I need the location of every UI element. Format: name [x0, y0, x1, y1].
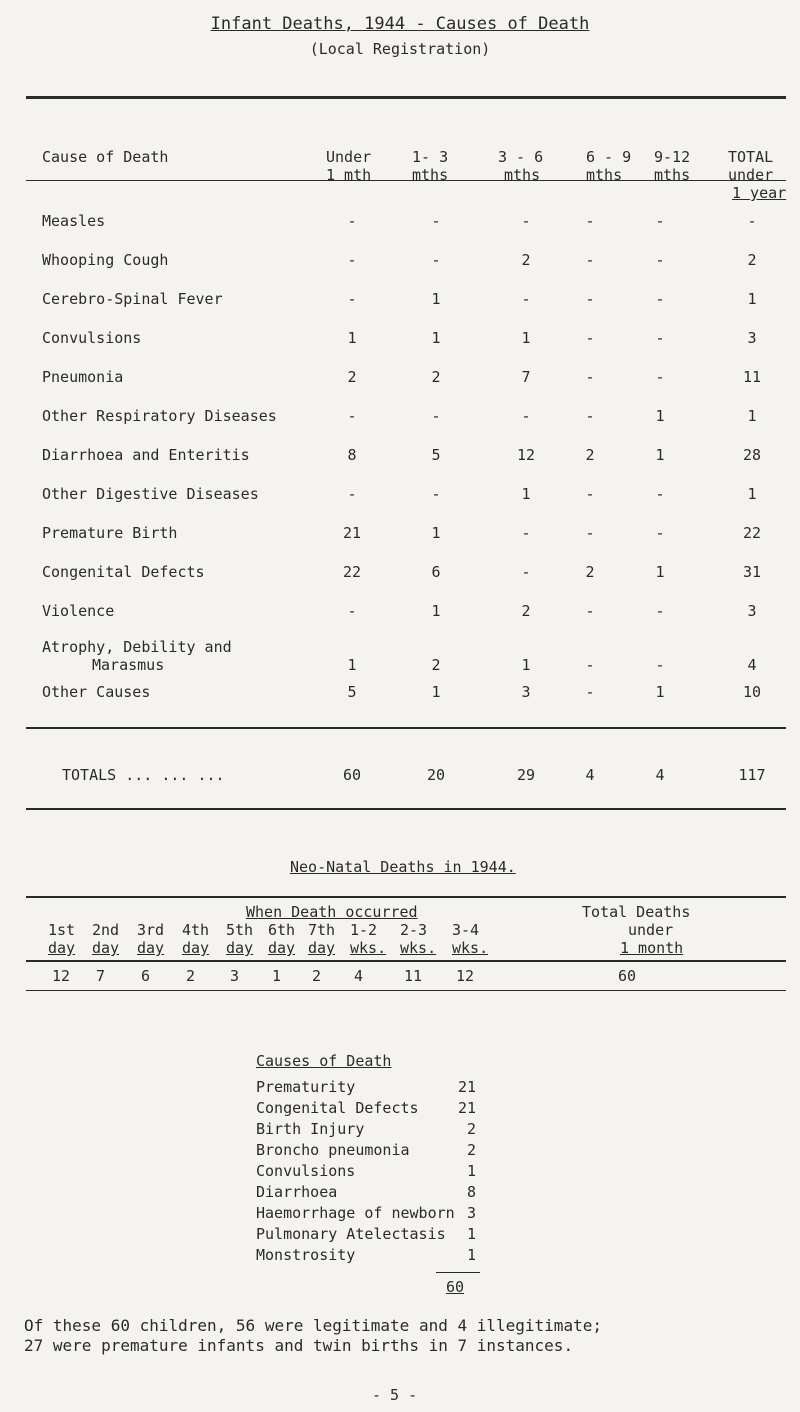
header-cause: Cause of Death [42, 148, 169, 166]
total-cell: 4 [585, 766, 595, 784]
row-cause-label: Atrophy, Debility and [42, 638, 232, 656]
row-cause-label: Other Digestive Diseases [42, 485, 259, 503]
totals-bottom-rule [26, 808, 786, 810]
table-cell: 6 [431, 563, 441, 581]
table-cell: 3 [521, 683, 531, 701]
table-cell: 3 [747, 329, 757, 347]
table-cell: - [655, 602, 665, 620]
neonatal-period-label: 3rd [137, 921, 165, 939]
neonatal-total-header-l1: Total Deaths [582, 903, 691, 921]
cause-label: Monstrosity [256, 1246, 356, 1264]
table-cell: - [655, 656, 665, 674]
table-cell: - [655, 368, 665, 386]
header-3-6-l2: mths [504, 166, 541, 184]
table-cell: - [585, 329, 595, 347]
table-cell: 1 [747, 407, 757, 425]
causes-total: 60 [446, 1278, 465, 1296]
table-cell: - [585, 683, 595, 701]
header-3-6-l1: 3 - 6 [498, 148, 544, 166]
row-cause-label: Cerebro-Spinal Fever [42, 290, 223, 308]
cause-value: 21 [457, 1099, 476, 1117]
row-cause-label: Other Respiratory Diseases [42, 407, 277, 425]
header-under1-l1: Under [326, 148, 372, 166]
neonatal-period-unit: day [268, 939, 296, 957]
row-cause-label: Congenital Defects [42, 563, 205, 581]
table-cell: 2 [431, 368, 441, 386]
neonatal-period-unit: wks. [400, 939, 437, 957]
header-9-12-l2: mths [654, 166, 691, 184]
cause-value: 1 [466, 1162, 476, 1180]
neonatal-value: 12 [52, 967, 71, 985]
table-cell: 1 [521, 485, 531, 503]
table-cell: 2 [521, 602, 531, 620]
neonatal-top-rule [26, 896, 786, 898]
neonatal-period-label: 4th [182, 921, 210, 939]
table-cell: - [585, 251, 595, 269]
neonatal-value: 2 [312, 967, 322, 985]
row-cause-label: Measles [42, 212, 106, 230]
neonatal-period-unit: day [137, 939, 165, 957]
neonatal-value: 2 [186, 967, 196, 985]
table-cell: 1 [655, 446, 665, 464]
table-cell: - [347, 251, 357, 269]
table-cell: - [347, 212, 357, 230]
table-cell: 7 [521, 368, 531, 386]
table-cell: 1 [347, 329, 357, 347]
footnote-line-2: 27 were premature infants and twin births in 7 instances. [24, 1336, 574, 1355]
cause-value: 2 [466, 1120, 476, 1138]
table-cell: - [585, 485, 595, 503]
table-cell: - [585, 290, 595, 308]
table-cell: - [347, 602, 357, 620]
table-cell: 2 [585, 563, 595, 581]
page-subtitle: (Local Registration) [309, 40, 491, 58]
table-cell: 1 [655, 683, 665, 701]
table-cell: 2 [347, 368, 357, 386]
neonatal-period-unit: wks. [350, 939, 387, 957]
table-cell: 2 [521, 251, 531, 269]
neonatal-period-label: 5th [226, 921, 254, 939]
table-cell: 22 [742, 524, 762, 542]
table-cell: - [347, 485, 357, 503]
table-cell: - [585, 212, 595, 230]
table-cell: - [655, 485, 665, 503]
table-cell: - [431, 407, 441, 425]
table-cell: 1 [431, 290, 441, 308]
neonatal-header-rule [26, 960, 786, 962]
neonatal-period-unit: day [92, 939, 120, 957]
cause-label: Diarrhoea [256, 1183, 338, 1201]
table-cell: 11 [742, 368, 762, 386]
table-cell: 10 [742, 683, 762, 701]
table-cell: 1 [521, 329, 531, 347]
table-cell: 21 [342, 524, 362, 542]
table-top-rule [26, 96, 786, 99]
table-cell: - [747, 212, 757, 230]
neonatal-value: 1 [272, 967, 282, 985]
row-cause-label: Diarrhoea and Enteritis [42, 446, 250, 464]
header-1-3-l2: mths [412, 166, 449, 184]
total-cell: 117 [738, 766, 766, 784]
neonatal-total-value: 60 [618, 967, 637, 985]
neonatal-value: 7 [96, 967, 106, 985]
neonatal-bottom-rule [26, 990, 786, 991]
neonatal-total-header-l2: under [628, 921, 674, 939]
table-cell: 1 [431, 329, 441, 347]
row-cause-label: Premature Birth [42, 524, 178, 542]
cause-value: 8 [466, 1183, 476, 1201]
totals-top-rule [26, 727, 786, 729]
table-cell: 3 [747, 602, 757, 620]
table-cell: 1 [521, 656, 531, 674]
neonatal-value: 11 [404, 967, 423, 985]
table-cell: - [655, 290, 665, 308]
table-cell: - [521, 407, 531, 425]
row-cause-label: Marasmus [92, 656, 165, 674]
neonatal-period-unit: day [182, 939, 210, 957]
table-cell: 8 [347, 446, 357, 464]
table-cell: 1 [655, 563, 665, 581]
table-cell: - [431, 251, 441, 269]
cause-value: 21 [457, 1078, 476, 1096]
table-cell: 2 [585, 446, 595, 464]
table-cell: - [655, 251, 665, 269]
header-6-9-l1: 6 - 9 [586, 148, 632, 166]
neonatal-when-header: When Death occurred [246, 903, 418, 921]
header-9-12-l1: 9-12 [654, 148, 691, 166]
row-cause-label: Other Causes [42, 683, 151, 701]
neonatal-period-label: 1st [48, 921, 76, 939]
row-cause-label: Whooping Cough [42, 251, 169, 269]
cause-label: Congenital Defects [256, 1099, 419, 1117]
total-cell: 29 [516, 766, 536, 784]
table-cell: 12 [516, 446, 536, 464]
neonatal-value: 12 [456, 967, 475, 985]
table-cell: 2 [747, 251, 757, 269]
table-cell: 4 [747, 656, 757, 674]
row-cause-label: Pneumonia [42, 368, 124, 386]
header-under1-l2: 1 mth [326, 166, 372, 184]
totals-label: TOTALS ... ... ... [62, 766, 225, 784]
table-cell: - [655, 524, 665, 542]
cause-value: 2 [466, 1141, 476, 1159]
cause-label: Broncho pneumonia [256, 1141, 410, 1159]
neonatal-period-label: 6th [268, 921, 296, 939]
table-cell: - [521, 563, 531, 581]
neonatal-title: Neo-Natal Deaths in 1944. [290, 858, 516, 876]
table-cell: - [431, 212, 441, 230]
cause-label: Birth Injury [256, 1120, 365, 1138]
cause-label: Haemorrhage of newborn [256, 1204, 455, 1222]
header-6-9-l2: mths [586, 166, 623, 184]
table-cell: - [585, 656, 595, 674]
neonatal-period-label: 3-4 [452, 921, 480, 939]
table-cell: 5 [347, 683, 357, 701]
neonatal-period-unit: day [308, 939, 336, 957]
table-cell: 1 [431, 524, 441, 542]
table-cell: - [585, 524, 595, 542]
table-cell: 1 [747, 290, 757, 308]
causes-sum-rule [436, 1272, 480, 1273]
header-total-l3: 1 year [732, 184, 787, 202]
table-cell: - [521, 290, 531, 308]
table-cell: - [521, 212, 531, 230]
table-cell: 31 [742, 563, 762, 581]
cause-value: 3 [466, 1204, 476, 1222]
table-cell: 1 [431, 602, 441, 620]
header-total-l1: TOTAL [728, 148, 774, 166]
page-number: - 5 - [372, 1386, 418, 1404]
neonatal-value: 3 [230, 967, 240, 985]
table-cell: - [585, 407, 595, 425]
header-1-3-l1: 1- 3 [412, 148, 449, 166]
table-cell: - [655, 212, 665, 230]
table-cell: - [655, 329, 665, 347]
table-cell: 1 [431, 683, 441, 701]
neonatal-period-label: 2nd [92, 921, 120, 939]
neonatal-period-label: 7th [308, 921, 336, 939]
table-cell: 2 [431, 656, 441, 674]
cause-label: Pulmonary Atelectasis [256, 1225, 446, 1243]
table-cell: 1 [747, 485, 757, 503]
neonatal-period-label: 2-3 [400, 921, 428, 939]
table-cell: 28 [742, 446, 762, 464]
table-cell: - [585, 602, 595, 620]
row-cause-label: Violence [42, 602, 115, 620]
table-cell: 1 [655, 407, 665, 425]
page-title: Infant Deaths, 1944 - Causes of Death [210, 14, 590, 34]
header-total-l2: under [728, 166, 774, 184]
table-cell: - [347, 407, 357, 425]
total-cell: 20 [426, 766, 446, 784]
table-cell: - [347, 290, 357, 308]
neonatal-period-unit: wks. [452, 939, 489, 957]
neonatal-value: 6 [141, 967, 151, 985]
table-cell: 22 [342, 563, 362, 581]
row-cause-label: Convulsions [42, 329, 142, 347]
footnote-line-1: Of these 60 children, 56 were legitimate and 4 illegitimate; [24, 1316, 602, 1335]
neonatal-period-unit: day [48, 939, 76, 957]
cause-label: Convulsions [256, 1162, 356, 1180]
table-cell: - [431, 485, 441, 503]
total-cell: 60 [342, 766, 362, 784]
neonatal-period-unit: day [226, 939, 254, 957]
table-cell: - [521, 524, 531, 542]
causes-title: Causes of Death [256, 1052, 392, 1070]
cause-label: Prematurity [256, 1078, 356, 1096]
neonatal-value: 4 [354, 967, 364, 985]
neonatal-total-header-l3: 1 month [620, 939, 684, 957]
neonatal-period-label: 1-2 [350, 921, 378, 939]
table-cell: 5 [431, 446, 441, 464]
table-cell: 1 [347, 656, 357, 674]
cause-value: 1 [466, 1246, 476, 1264]
cause-value: 1 [466, 1225, 476, 1243]
table-cell: - [585, 368, 595, 386]
total-cell: 4 [655, 766, 665, 784]
